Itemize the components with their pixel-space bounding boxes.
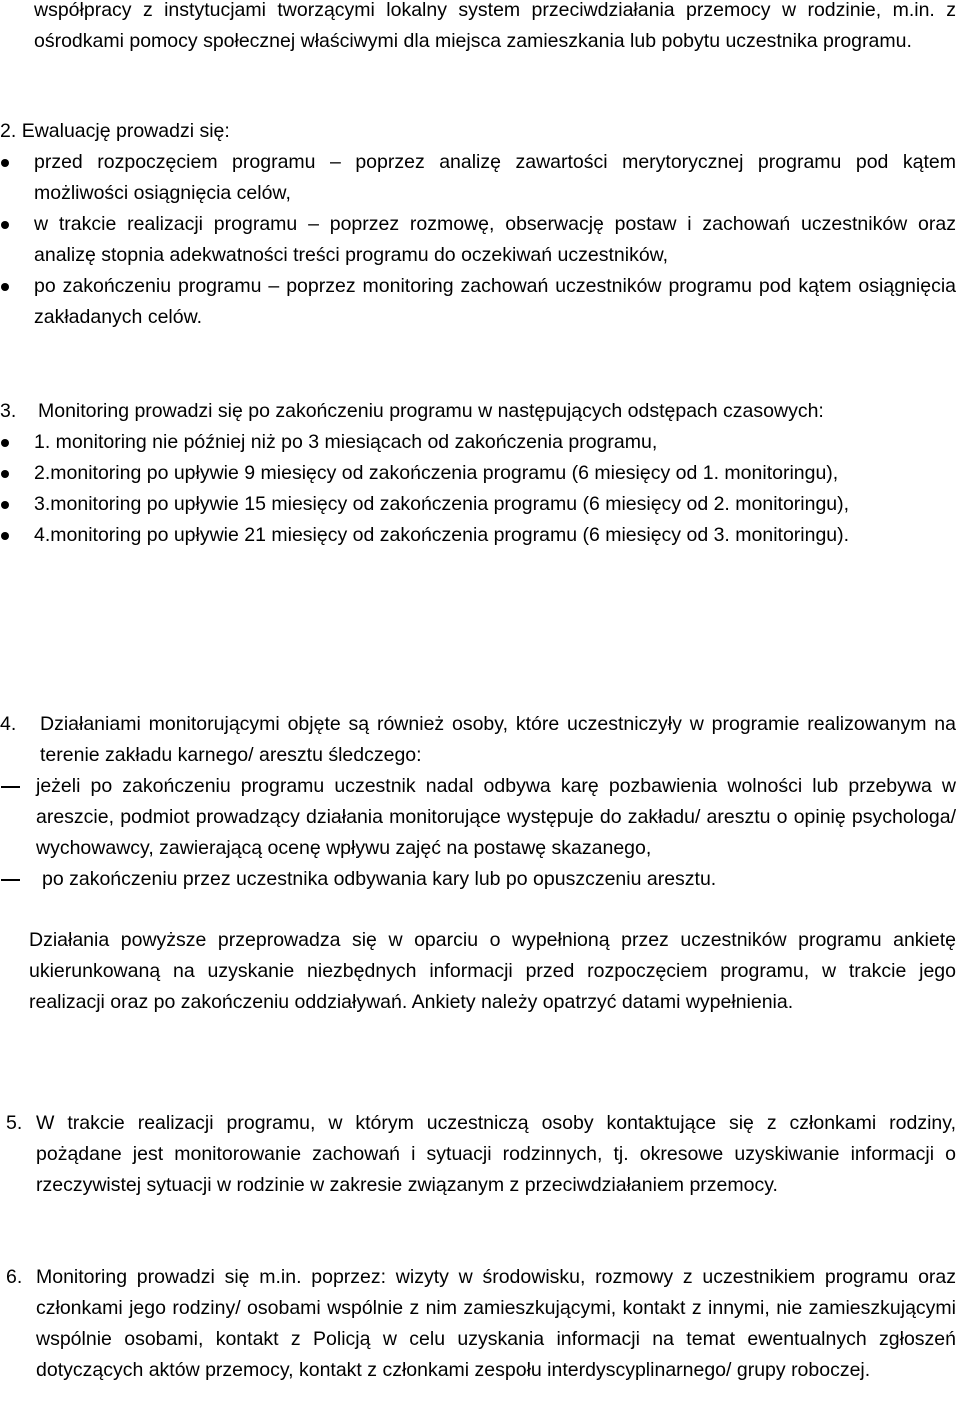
paragraph-text: Działania powyższe przeprowadza się w oparciu o wypełnioną przez uczestników programu ankietę ukierunkowaną na uzyskanie niezbędnych informacji przed rozpoczęciem programu, w trakcie jego realizacji oraz po zakończeniu oddziaływań. Ankiety należy opatrzyć datami wypełnienia.: [29, 929, 956, 1013]
dash-text: jeżeli po zakończeniu programu uczestnik nadal odbywa karę pozbawienia wolności lub przebywa w areszcie, podmiot prowadzący działania monitorujące występuje do zakładu/ aresztu o opinię psychologa/ wychowawcy, zawierającą ocenę wpływu zajęć na postawę skazanego,: [36, 775, 956, 859]
section-4-heading-text: Działaniami monitorującymi objęte są również osoby, które uczestniczyły w programie realizowanym na terenie zakładu karnego/ aresztu śledczego:: [40, 713, 956, 766]
dash-icon: [1, 786, 20, 788]
section-4-paragraph: [0, 925, 956, 1018]
intro-paragraph: współpracy z instytucjami tworzącymi lokalny system przeciwdziałania przemocy w rodzinie, m.in. z ośrodkami pomocy społecznej właściwymi dla miejsca zamieszkania lub pobytu uczestnika programu.: [34, 0, 956, 52]
section-2-number: 2.: [0, 120, 17, 142]
section-3-number: 3.: [0, 400, 17, 422]
section-6: [0, 1262, 960, 1386]
dash-text: po zakończeniu przez uczestnika odbywania kary lub po opuszczeniu aresztu.: [42, 868, 717, 890]
section-5-body: [0, 1108, 956, 1201]
section-4-dash-2: [0, 864, 956, 895]
section-2-bullet-3: [0, 271, 956, 333]
bullet-text: w trakcie realizacji programu – poprzez rozmowę, obserwację postaw i zachowań uczestników oraz analizę stopnia adekwatności treści programu do oczekiwań uczestników,: [34, 213, 956, 266]
section-4-heading: [0, 709, 956, 771]
bullet-icon: [1, 159, 9, 167]
bullet-icon: [1, 470, 9, 478]
section-5-number: 5.: [6, 1112, 23, 1134]
bullet-text: 2.monitoring po upływie 9 miesięcy od zakończenia programu (6 miesięcy od 1. monitoringu),: [34, 462, 839, 484]
section-3: [0, 396, 960, 551]
section-6-body: [0, 1262, 956, 1386]
bullet-icon: [1, 221, 9, 229]
section-3-heading: [0, 396, 956, 427]
section-2: [0, 116, 960, 333]
bullet-icon: [1, 439, 9, 447]
bullet-text: po zakończeniu programu – poprzez monitoring zachowań uczestników programu pod kątem osiągnięcia zakładanych celów.: [34, 275, 956, 328]
section-3-bullet-4: [0, 520, 956, 551]
bullet-text: przed rozpoczęciem programu – poprzez analizę zawartości merytorycznej programu pod kątem możliwości osiągnięcia celów,: [34, 151, 956, 204]
section-2-heading-text: Ewaluację prowadzi się:: [21, 120, 230, 142]
bullet-icon: [1, 283, 9, 291]
section-2-bullet-2: [0, 209, 956, 271]
section-6-text: Monitoring prowadzi się m.in. poprzez: wizyty w środowisku, rozmowy z uczestnikiem programu oraz członkami jego rodziny/ osobami wspólnie z nim zamieszkującymi, kontakt z innymi, nie zamieszkującymi wspólnie osobami, kontakt z Policją w celu uzyskania informacji na temat ewentualnych zgłoszeń dotyczących aktów przemocy, kontakt z członkami zespołu interdyscyplinarnego/ grupy roboczej.: [36, 1266, 956, 1381]
section-3-bullet-1: [0, 427, 956, 458]
section-4-number: 4.: [0, 713, 17, 735]
section-3-bullet-2: [0, 458, 956, 489]
section-2-heading: [0, 116, 960, 147]
bullet-text: 3.monitoring po upływie 15 miesięcy od zakończenia programu (6 miesięcy od 2. monitoringu),: [34, 493, 850, 515]
bullet-text: 4.monitoring po upływie 21 miesięcy od zakończenia programu (6 miesięcy od 3. monitoringu).: [34, 524, 850, 546]
section-5-text: W trakcie realizacji programu, w którym uczestniczą osoby kontaktujące się z członkami rodziny, pożądane jest monitorowanie zachowań i sytuacji rodzinnych, tj. okresowe uzyskiwanie informacji o rzeczywistej sytuacji w rodzinie w zakresie związanym z przeciwdziałaniem przemocy.: [36, 1112, 956, 1196]
section-3-heading-text: Monitoring prowadzi się po zakończeniu programu w następujących odstępach czasowych:: [38, 400, 824, 422]
section-4: [0, 709, 960, 1018]
section-5: [0, 1108, 960, 1201]
dash-icon: [1, 879, 20, 881]
section-4-dash-1: [0, 771, 956, 864]
section-6-number: 6.: [6, 1266, 23, 1288]
bullet-icon: [1, 501, 9, 509]
bullet-text: 1. monitoring nie później niż po 3 miesiącach od zakończenia programu,: [34, 431, 658, 453]
section-3-bullet-3: [0, 489, 956, 520]
section-2-bullet-1: [0, 147, 956, 209]
bullet-icon: [1, 532, 9, 540]
